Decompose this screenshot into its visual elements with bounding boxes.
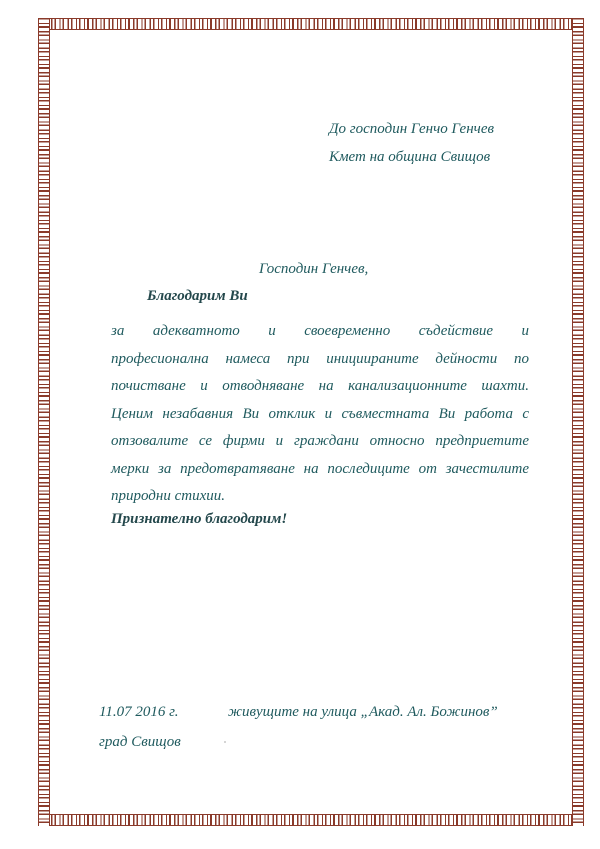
decorative-border-left — [38, 18, 50, 826]
body-line: за адекватното и своевременно съдействие и — [111, 323, 529, 339]
thanks-heading: Благодарим Ви — [147, 288, 248, 304]
recipient-name: До господин Генчо Генчев — [329, 121, 494, 137]
body-line: природни стихии. — [111, 488, 225, 504]
recipient-title: Кмет на община Свищов — [329, 149, 491, 165]
body-line: Ценим незабавния Ви отклик и съвместната Ви работа с — [111, 405, 529, 422]
scan-speck — [224, 741, 226, 743]
decorative-border-right — [572, 18, 584, 826]
decorative-border-top — [38, 18, 584, 30]
body-line: почистване и отводняване на канализационните шахти. — [111, 378, 529, 394]
body-line: мерки за предотвратяване на последиците от зачестилите — [111, 460, 529, 477]
body-line: отзовалите се фирми и граждани относно предприетите — [111, 433, 529, 449]
letter-date: 11.07 2016 г. — [99, 704, 179, 720]
letter-body — [111, 318, 529, 511]
body-line: професионална намеса при инициираните дейности по — [111, 350, 529, 367]
signature-line: живущите на улица „Акад. Ал. Божинов” — [228, 704, 498, 720]
closing-line: Признателно благодарим! — [111, 511, 288, 527]
decorative-border-bottom — [38, 814, 584, 826]
salutation: Господин Генчев, — [259, 261, 369, 277]
letter-city: град Свищов — [99, 734, 181, 750]
